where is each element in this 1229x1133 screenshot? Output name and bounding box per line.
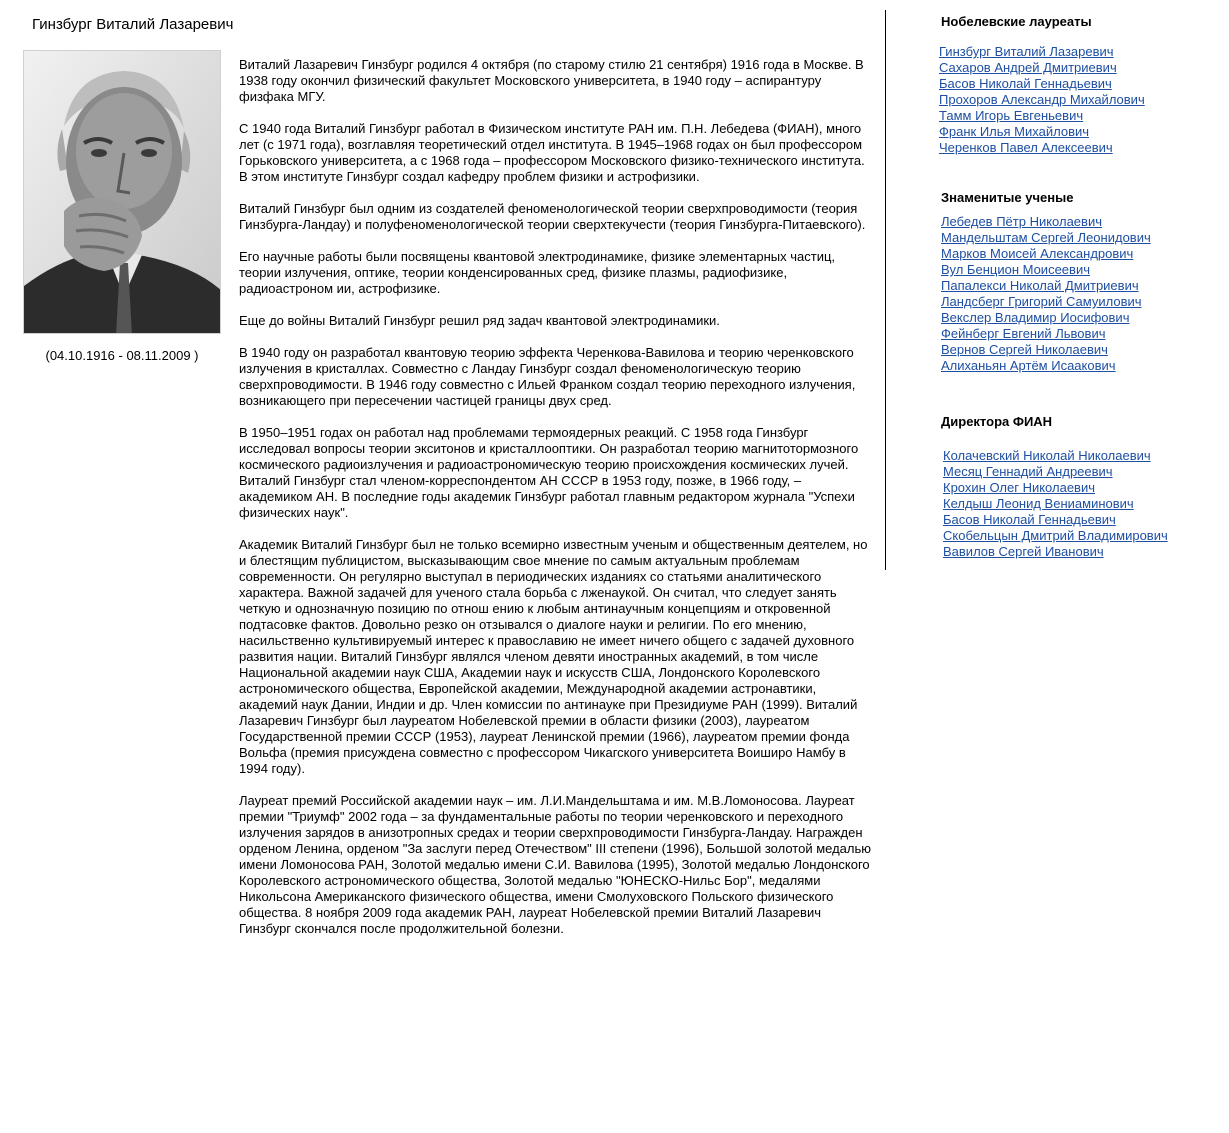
bio-paragraph: Еще до войны Виталий Гинзбург решил ряд задач квантовой электродинамики. <box>239 313 720 328</box>
list-item <box>943 512 1221 528</box>
list-item <box>941 358 1221 374</box>
nobel-laureates-section <box>939 14 1219 156</box>
list-item <box>943 480 1221 496</box>
famous-scientists-section <box>941 190 1221 374</box>
director-link[interactable]: Месяц Геннадий Андреевич <box>943 464 1113 479</box>
scientist-link[interactable]: Векслер Владимир Иосифович <box>941 310 1130 325</box>
director-link[interactable]: Колачевский Николай Николаевич <box>943 448 1151 463</box>
list-item <box>941 246 1221 262</box>
nobel-link[interactable]: Франк Илья Михайлович <box>939 124 1090 139</box>
scientist-link[interactable]: Мандельштам Сергей Леонидович <box>941 230 1151 245</box>
list-item <box>939 60 1219 76</box>
nobel-laureates-heading: Нобелевские лауреаты <box>941 14 1092 29</box>
list-item <box>941 310 1221 326</box>
bio-paragraph: Академик Виталий Гинзбург был не только всемирно известным ученым и общественным деятелем, но и блестящим публицистом, высказывающим свое мнение по самым актуальным проблемам современности. Он регулярно выступал в периодических изданиях со статьями аналитического характера. Важной задачей для ученого стала борьба с лженаукой. Он считал, что следует занять четкую и однозначную позицию по отнош ению к любым антинаучным концепциям и откровенной подтасовке фактов. Довольно резко он отзывался о диалоге науки и религии. По его мнению, насильственно культивируемый интерес к православию не имеет ничего общего с задачей духовного развития нации. Виталий Гинзбург являлся членом девяти иностранных академий, в том числе Национальной академии наук США, Академии наук и искусств США, Лондонского Королевского астрономического общества, Европейской академии, Международной академии астронавтики, академий наук Дании, Индии и др. Член комиссии по антинауке при Президиуме РАН (1999). Виталий Лазаревич Гинзбург был лауреатом Нобелевской премии в области физики (2003), лауреатом Государственной премии СССР (1953), лауреат Ленинской премии (1966), лауреатом премии фонда Вольфа (премия присуждена совместно с профессором Чикагского университета Воиширо Намбу в 1994 году). <box>239 537 868 776</box>
nobel-link[interactable]: Тамм Игорь Евгеньевич <box>939 108 1084 123</box>
page-title: Гинзбург Виталий Лазаревич <box>32 16 234 33</box>
nobel-laureates-list <box>939 44 1219 156</box>
vertical-divider <box>885 10 886 570</box>
scientist-link[interactable]: Марков Моисей Александрович <box>941 246 1134 261</box>
bio-paragraph: Лауреат премий Российской академии наук – им. Л.И.Мандельштама и им. М.В.Ломоносова. Лауреат премии "Триумф" 2002 года – за фундаментальные работы по теории черенковского и переходного излучения зарядов в анизотропных средах и теории сверхпроводимости Гинзбурга-Ландау. Награжден орденом Ленина, орденом "За заслуги перед Отечеством" III степени (1996), Большой золотой медалью имени Ломоносова РАН, Золотой медалью имени С.И. Вавилова (1995), Золотой медалью Лондонского Королевского астрономического общества, Золотой медалью "ЮНЕСКО-Нильс Бор", медалями Никольсона Американского физического общества, имени Смолуховского Польского физического общества. 8 ноября 2009 года академик РАН, лауреат Нобелевской премии Виталий Лазаревич Гинзбург скончался после продолжительной болезни. <box>239 793 872 936</box>
bio-paragraph: Его научные работы были посвящены квантовой электродинамике, физике элементарных частиц, теории излучения, оптике, теории конденсированных сред, физике плазмы, радиофизике, радиоастроном ии, астрофизике. <box>239 249 836 296</box>
scientist-link[interactable]: Вернов Сергей Николаевич <box>941 342 1108 357</box>
portrait-photo <box>23 50 221 334</box>
list-item <box>941 230 1221 246</box>
director-link[interactable]: Басов Николай Геннадьевич <box>943 512 1116 527</box>
list-item <box>941 326 1221 342</box>
list-item <box>939 76 1219 92</box>
list-item <box>941 342 1221 358</box>
life-dates: (04.10.1916 - 08.11.2009 ) <box>45 348 199 363</box>
nobel-link[interactable]: Басов Николай Геннадьевич <box>939 76 1112 91</box>
fian-directors-heading: Директора ФИАН <box>941 414 1053 429</box>
list-item <box>943 496 1221 512</box>
nobel-link[interactable]: Сахаров Андрей Дмитриевич <box>939 60 1117 75</box>
bio-paragraph: Виталий Лазаревич Гинзбург родился 4 октября (по старому стилю 21 сентября) 1916 года в Москве. В 1938 году окончил физический факультет Московского университета, в 1940 году – аспирантуру физфака МГУ. <box>239 57 864 104</box>
scientist-link[interactable]: Папалекси Николай Дмитриевич <box>941 278 1139 293</box>
portrait-illustration <box>24 51 221 334</box>
biography-text <box>239 57 875 953</box>
scientist-link[interactable]: Алиханьян Артём Исаакович <box>941 358 1116 373</box>
bio-paragraph: В 1950–1951 годах он работал над проблемами термоядерных реакций. С 1958 года Гинзбург исследовал вопросы теории экситонов и кристаллооптики. Он разработал теорию магнитотормозного космического радиоизлучения и радиоастрономическую теорию происхождения космических лучей. Виталий Гинзбург стал членом-корреспондентом АН СССР в 1953 году, позже, в 1966 году, – академиком АН. В последние годы академик Гинзбург работал главным редактором журнала "Успехи физических наук". <box>239 425 859 520</box>
bio-paragraph: В 1940 году он разработал квантовую теорию эффекта Черенкова-Вавилова и теорию черенковского излучения в кристаллах. Совместно с Ландау Гинзбург создал феноменологическую теорию сверхпроводимости. В 1946 году совместно с Ильей Франком создал теорию переходного излучения, возникающего при пересечении частицей границы двух сред. <box>239 345 856 408</box>
list-item <box>939 92 1219 108</box>
list-item <box>943 544 1221 560</box>
famous-scientists-list <box>941 214 1221 374</box>
list-item <box>941 214 1221 230</box>
list-item <box>941 294 1221 310</box>
list-item <box>939 44 1219 60</box>
fian-directors-section <box>941 414 1221 560</box>
list-item <box>939 108 1219 124</box>
director-link[interactable]: Скобельцын Дмитрий Владимирович <box>943 528 1168 543</box>
director-link[interactable]: Вавилов Сергей Иванович <box>943 544 1104 559</box>
director-link[interactable]: Келдыш Леонид Вениаминович <box>943 496 1134 511</box>
list-item <box>943 528 1221 544</box>
nobel-link[interactable]: Гинзбург Виталий Лазаревич <box>939 44 1114 59</box>
nobel-link[interactable]: Черенков Павел Алексеевич <box>939 140 1113 155</box>
scientist-link[interactable]: Вул Бенцион Моисеевич <box>941 262 1090 277</box>
fian-directors-list <box>943 448 1221 560</box>
list-item <box>941 262 1221 278</box>
bio-paragraph: Виталий Гинзбург был одним из создателей феноменологической теории сверхпроводимости (теория Гинзбурга-Ландау) и полуфеноменологической теории сверхтекучести (теория Гинзбурга-Питаевского). <box>239 201 866 232</box>
scientist-link[interactable]: Лебедев Пётр Николаевич <box>941 214 1102 229</box>
list-item <box>939 124 1219 140</box>
famous-scientists-heading: Знаменитые ученые <box>941 190 1074 205</box>
nobel-link[interactable]: Прохоров Александр Михайлович <box>939 92 1145 107</box>
list-item <box>943 448 1221 464</box>
list-item <box>939 140 1219 156</box>
scientist-link[interactable]: Ландсберг Григорий Самуилович <box>941 294 1142 309</box>
director-link[interactable]: Крохин Олег Николаевич <box>943 480 1095 495</box>
list-item <box>943 464 1221 480</box>
bio-paragraph: С 1940 года Виталий Гинзбург работал в Физическом институте РАН им. П.Н. Лебедева (ФИАН), много лет (с 1971 года), возглавляя теоретический отдел института. В 1945–1968 годах он был профессором Горьковского университета, а с 1968 года – профессором Московского физико-технического института. В этом институте Гинзбург создал кафедру проблем физики и астрофизики. <box>239 121 865 184</box>
scientist-link[interactable]: Фейнберг Евгений Львович <box>941 326 1106 341</box>
list-item <box>941 278 1221 294</box>
